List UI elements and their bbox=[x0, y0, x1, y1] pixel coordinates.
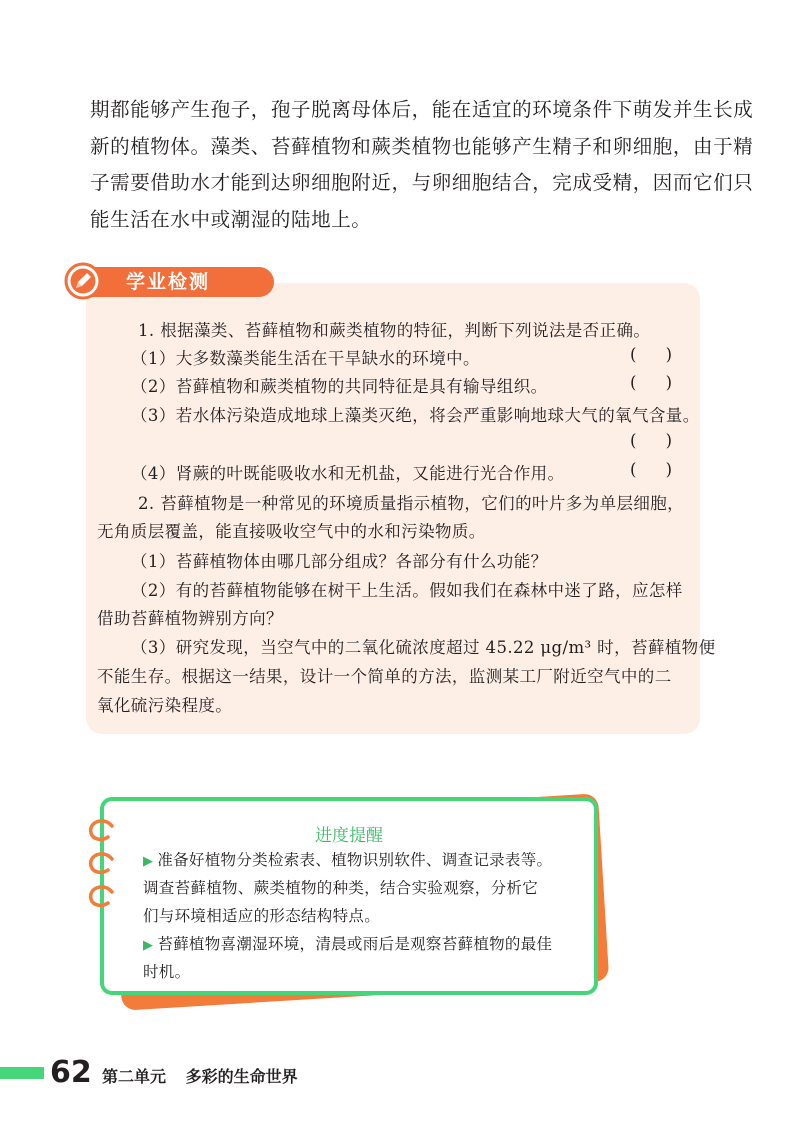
ring-binder-icon bbox=[86, 851, 120, 881]
ring-binder-icon bbox=[86, 884, 120, 914]
answer-bracket: ( ) bbox=[630, 345, 673, 364]
reminder-text: 时机。 bbox=[143, 963, 191, 981]
question-2-stem: 2. 苔藓植物是一种常见的环境质量指示植物，它们的叶片多为单层细胞， bbox=[138, 494, 685, 513]
reminder-bullet bbox=[143, 848, 552, 870]
question-1-item: （4）肾蕨的叶既能吸收水和无机盐，又能进行光合作用。 bbox=[131, 464, 565, 483]
intro-line: 子需要借助水才能到达卵细胞附近，与卵细胞结合，完成受精，因而它们只 bbox=[90, 171, 754, 194]
reminder-text: 们与环境相适应的形态结构特点。 bbox=[143, 907, 381, 925]
question-2-sub: （1）苔藓植物体由哪几部分组成？各部分有什么功能？ bbox=[131, 552, 548, 571]
answer-bracket: ( ) bbox=[630, 431, 673, 450]
question-2-stem: 无角质层覆盖，能直接吸收空气中的水和污染物质。 bbox=[97, 522, 486, 541]
intro-line: 能生活在水中或潮湿的陆地上。 bbox=[90, 207, 372, 231]
question-2-sub: （2）有的苔藓植物能够在树干上生活。假如我们在森林中迷了路，应怎样 bbox=[131, 581, 683, 600]
reminder-bullet bbox=[143, 932, 552, 954]
question-2-sub: （3）研究发现，当空气中的二氧化硫浓度超过 45.22 μg/m³ 时，苔藓植物便 bbox=[131, 638, 716, 657]
answer-bracket: ( ) bbox=[630, 460, 673, 479]
pencil-circle-icon bbox=[64, 262, 102, 300]
reminder-title: 进度提醒 bbox=[315, 826, 383, 846]
question-2-sub: 氧化硫污染程度。 bbox=[97, 696, 233, 715]
question-1-item: （1）大多数藻类能生活在干旱缺水的环境中。 bbox=[131, 349, 480, 368]
question-1-item: （3）若水体污染造成地球上藻类灭绝，将会严重影响地球大气的氧气含量。 bbox=[131, 406, 700, 425]
question-2-sub: 借助苔藓植物辨别方向？ bbox=[97, 609, 283, 628]
intro-paragraph bbox=[90, 92, 754, 238]
question-1-item: （2）苔藓植物和蕨类植物的共同特征是具有输导组织。 bbox=[131, 377, 548, 396]
triangle-bullet-icon: ▶ bbox=[143, 938, 154, 953]
reminder-text: 苔藓植物喜潮湿环境，清晨或雨后是观察苔藓植物的最佳 bbox=[157, 935, 553, 953]
assessment-tab bbox=[90, 267, 274, 297]
reminder-text: 调查苔藓植物、蕨类植物的种类，结合实验观察，分析它 bbox=[143, 879, 539, 897]
triangle-bullet-icon: ▶ bbox=[143, 854, 154, 869]
page-number: 62 bbox=[50, 1055, 92, 1090]
assessment-title: 学业检测 bbox=[126, 271, 211, 293]
question-2-sub: 不能生存。根据这一结果，设计一个简单的方法，监测某工厂附近空气中的二 bbox=[97, 667, 672, 686]
answer-bracket: ( ) bbox=[630, 373, 673, 392]
intro-line: 新的植物体。藻类、苔藓植物和蕨类植物也能够产生精子和卵细胞，由于精 bbox=[90, 134, 754, 158]
ring-binder-icon bbox=[86, 818, 120, 848]
reminder-text: 准备好植物分类检索表、植物识别软件、调查记录表等。 bbox=[157, 851, 553, 869]
footer-bar bbox=[0, 1067, 44, 1079]
intro-line: 期都能够产生孢子，孢子脱离母体后，能在适宜的环境条件下萌发并生长成 bbox=[90, 98, 754, 121]
unit-title: 第二单元 多彩的生命世界 bbox=[102, 1067, 298, 1086]
question-1-stem: 1. 根据藻类、苔藓植物和蕨类植物的特征，判断下列说法是否正确。 bbox=[138, 321, 651, 340]
